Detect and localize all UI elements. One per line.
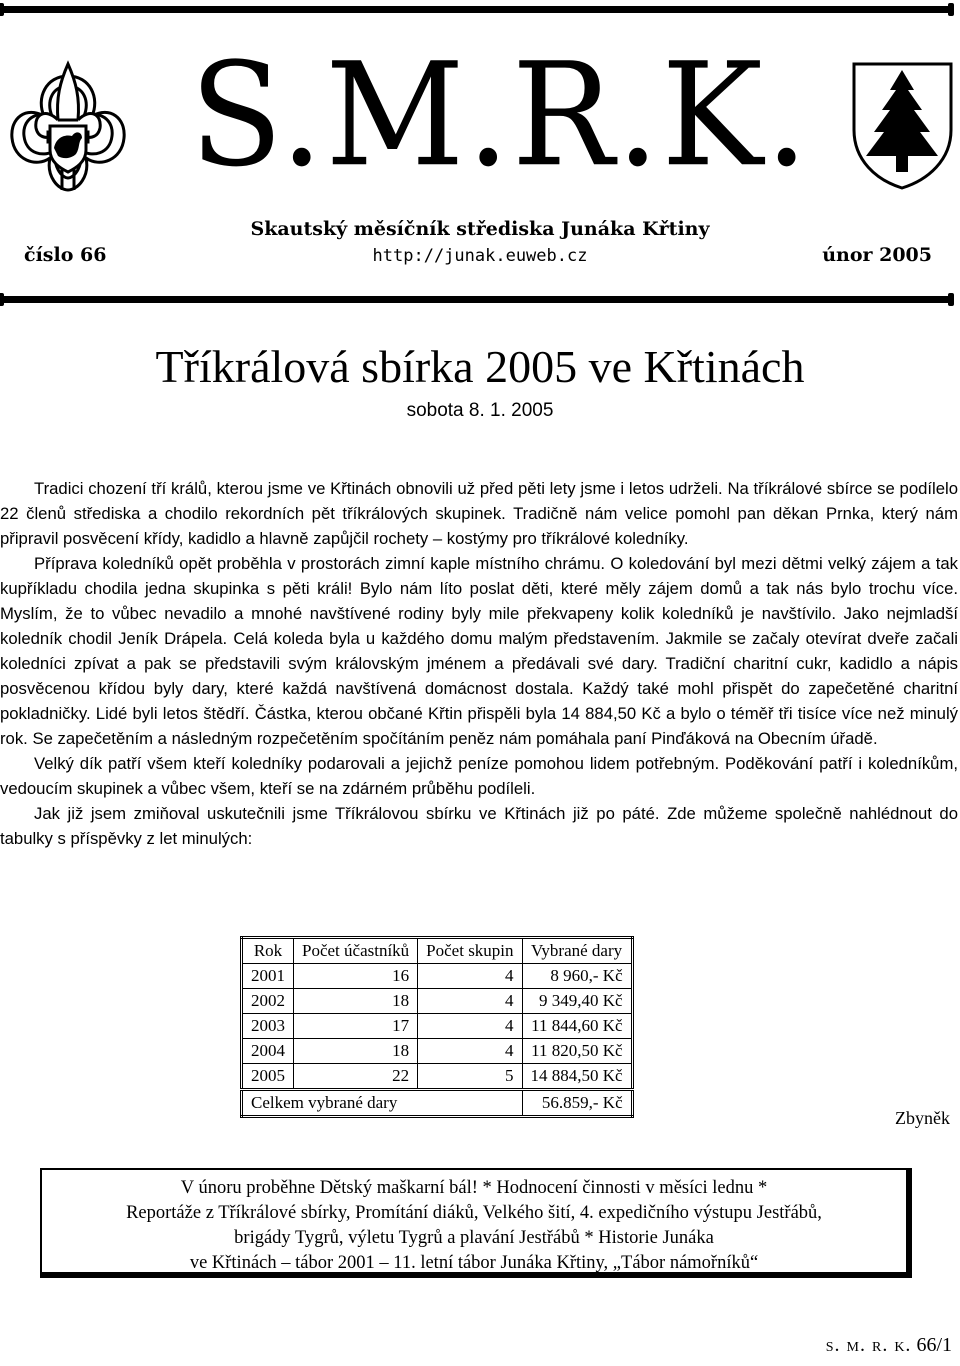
cell-groups: 4 [418, 1014, 522, 1039]
issue-date: únor 2005 [822, 244, 932, 266]
table-total-row [242, 1090, 633, 1117]
table-row [242, 989, 633, 1014]
website-link[interactable]: http://junak.euweb.cz [372, 246, 588, 266]
scout-lily-emblem-icon [6, 58, 131, 198]
table-row [242, 1014, 633, 1039]
notice-line: brigády Tygrů, výletu Tygrů a plavání Jestřábů * Historie Junáka [234, 1228, 714, 1248]
page-number: 66/1 [916, 1334, 952, 1356]
article-date: sobota 8. 1. 2005 [406, 400, 554, 421]
spruce-tree-coat-of-arms-icon [850, 60, 955, 190]
page-footer [826, 1334, 952, 1357]
header-year: Rok [242, 938, 294, 964]
header-participants: Počet účastníků [294, 938, 418, 964]
masthead-subtitle: Skautský měsíčník střediska Junáka Křtiny [250, 218, 710, 240]
cell-amount: 11 844,60 Kč [522, 1014, 632, 1039]
paragraph: Velký dík patří všem kteří koledníky podarovali a jejichž peníze pomohou lidem potřebným. Poděkování patří i koledníkům, vedoucím skupinek a vůbec všem, kteří se na zdárném průběhu podíleli. [0, 754, 958, 798]
paragraph: Tradici chození tří králů, kterou jsme ve Křtinách obnovili už před pěti lety jsme i letos udrželi. Na tříkrálové sbírce se podílelo 22 členů střediska a chodilo rekordních pět tříkrálových skupinek. Tradičně nám velice pomohl pan děkan Prnka, který nám připravil posvěcení křídy, kadidlo a hlavně zapůjčil rochety – kostýmy pro tříkrálové koledníky. [0, 479, 958, 548]
cell-groups: 5 [418, 1064, 522, 1090]
paragraph: Jak již jsem zmiňoval uskutečnili jsme Tříkrálovou sbírku ve Křtinách již po páté. Zde můžeme společně nahlédnout do tabulky s příspěvky z let minulých: [0, 804, 958, 848]
total-label: Celkem vybrané dary [242, 1090, 523, 1117]
header-groups: Počet skupin [418, 938, 522, 964]
table-row [242, 1064, 633, 1090]
cell-participants: 22 [294, 1064, 418, 1090]
cell-participants: 18 [294, 989, 418, 1014]
cell-year: 2001 [242, 964, 294, 989]
cell-participants: 16 [294, 964, 418, 989]
table-row [242, 964, 633, 989]
cell-participants: 17 [294, 1014, 418, 1039]
collection-table [240, 936, 634, 1118]
cell-year: 2003 [242, 1014, 294, 1039]
cell-year: 2005 [242, 1064, 294, 1090]
issue-number: číslo 66 [24, 244, 107, 266]
total-value: 56.859,- Kč [522, 1090, 632, 1117]
table-row [242, 1039, 633, 1064]
notice-line: V únoru proběhne Dětský maškarní bál! * Hodnocení činnosti v měsíci lednu * [180, 1178, 768, 1198]
cell-groups: 4 [418, 964, 522, 989]
footer-label: s. m. r. k. [825, 1334, 912, 1356]
notice-line: Reportáže z Tříkrálové sbírky, Promítání diáků, Velkého šití, 4. expedičního výstupu Jestřábů, [126, 1203, 822, 1223]
cell-amount: 11 820,50 Kč [522, 1039, 632, 1064]
header-rule [0, 296, 952, 303]
header-amount: Vybrané dary [522, 938, 632, 964]
cell-amount: 14 884,50 Kč [522, 1064, 632, 1090]
cell-groups: 4 [418, 1039, 522, 1064]
cell-amount: 9 349,40 Kč [522, 989, 632, 1014]
cell-year: 2004 [242, 1039, 294, 1064]
top-rule [0, 6, 952, 13]
paragraph: Příprava koledníků opět proběhla v prostorách zimní kaple místního chrámu. O koledování byl mezi dětmi velký zájem a tak kupříkladu chodila jedna skupinka s pěti králi! Bylo nám líto poslat děti, které měly zájem domů a tak nás bylo trochu více. Myslím, že to vůbec nevadilo a mnohé navštívené rodiny byly mile překvapeny kolik koledníků je navštívilo. Jako nejmladší koledník chodil Jeník Drápela. Celá koleda byla u každého domu malým představením. Jakmile se začaly otevírat dveře začali koledníci zpívat a pak se představili svým královským jménem a předávali své dary. Tradiční charitní cukr, kadidlo a nápis posvěcenou křídou byly dary, které každá navštívená domácnost dostala. Každý také mohl přispět do zapečetěné charitní pokladničky. Lidé byli letos štědří. Částka, kterou občané Křtin přispěli byla 14 884,50 Kč a bylo o téměř tři tisíce více než minulý rok. Se zapečetěním a následným rozpečetěním spočítáním peněz nám pomáhala paní Pinďáková na Obecním úřadě. [0, 554, 958, 748]
cell-groups: 4 [418, 989, 522, 1014]
notice-line: ve Křtinách – tábor 2001 – 11. letní tábor Junáka Křtiny, „Tábor námořníků“ [189, 1253, 759, 1273]
author-signature: Zbyněk [895, 1108, 950, 1128]
cell-participants: 18 [294, 1039, 418, 1064]
cell-year: 2002 [242, 989, 294, 1014]
article-body [0, 476, 958, 851]
article-title: Tříkrálová sbírka 2005 ve Křtinách [155, 341, 805, 392]
table-header-row [242, 938, 633, 964]
upcoming-notice-box [40, 1168, 912, 1278]
cell-amount: 8 960,- Kč [522, 964, 632, 989]
masthead-title: S.M.R.K. [189, 33, 811, 199]
